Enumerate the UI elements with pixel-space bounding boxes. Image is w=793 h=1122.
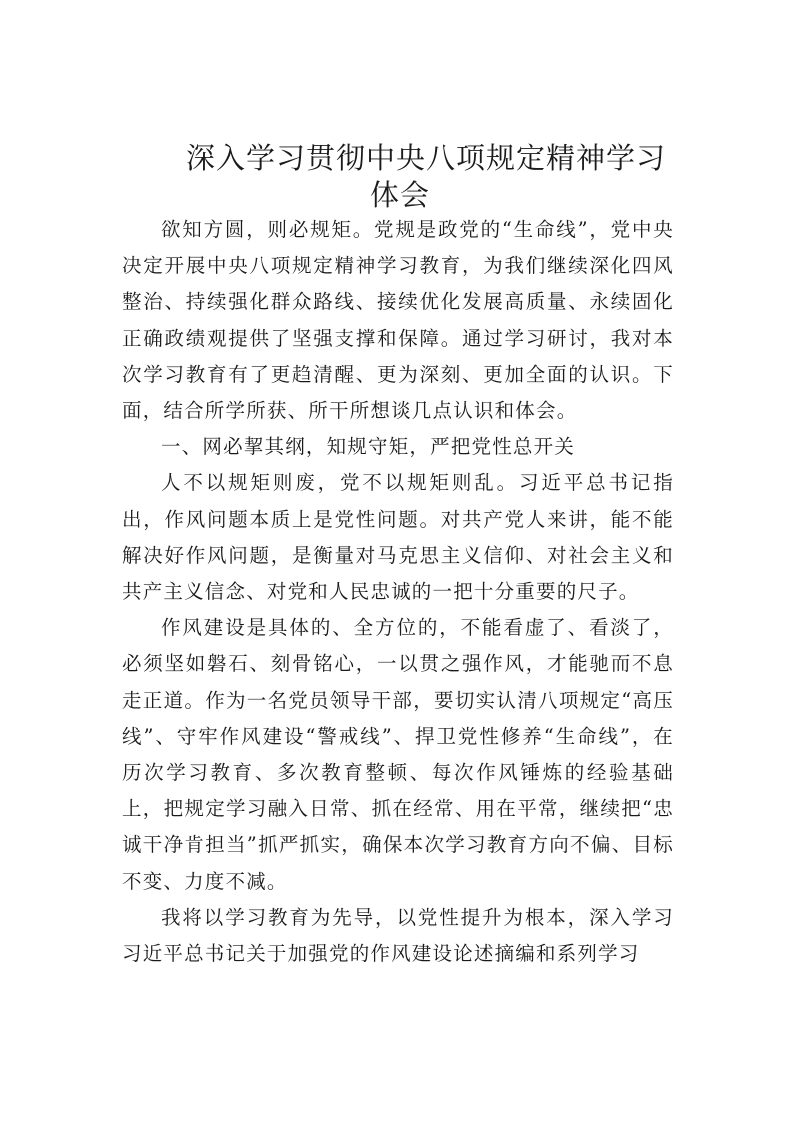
section-heading-1: 一、网必挈其纲，知规守矩，严把党性总开关 [161,435,576,459]
document-body [122,212,674,972]
document-title-line-2: 体会 [370,178,431,212]
paragraph-3: 作风建设是具体的、全方位的，不能看虚了、看淡了，必须坚如磐石、刻骨铭心，一以贯之强作风，才能驰而不息走正道。作为一名党员领导干部，要切实认清八项规定“高压线”、守牢作风建设“警戒线”、捍卫党性修养“生命线”，在历次学习教育、多次教育整顿、每次作风锤炼的经验基础上，把规定学习融入日常、抓在经常、用在平常，继续把“忠诚干净肯担当”抓严抓实，确保本次学习教育方向不偏、目标不变、力度不减。 [122,616,674,893]
paragraph-4: 我将以学习教育为先导，以党性提升为根本，深入学习习近平总书记关于加强党的作风建设论述摘编和系列学习 [122,905,674,966]
document-title-line-1: 深入学习贯彻中央八项规定精神学习 [186,141,667,175]
paragraph-intro: 欲知方圆，则必规矩。党规是政党的“生命线”，党中央决定开展中央八项规定精神学习教育，为我们继续深化四风整治、持续强化群众路线、接续优化发展高质量、永续固化正确政绩观提供了坚强支撑和保障。通过学习研讨，我对本次学习教育有了更趋清醒、更为深刻、更加全面的认识。下面，结合所学所获、所干所想谈几点认识和体会。 [122,218,674,423]
paragraph-2: 人不以规矩则废，党不以规矩则乱。习近平总书记指出，作风问题本质上是党性问题。对共产党人来讲，能不能解决好作风问题，是衡量对马克思主义信仰、对社会主义和共产主义信念、对党和人民忠诚的一把十分重要的尺子。 [122,471,674,604]
